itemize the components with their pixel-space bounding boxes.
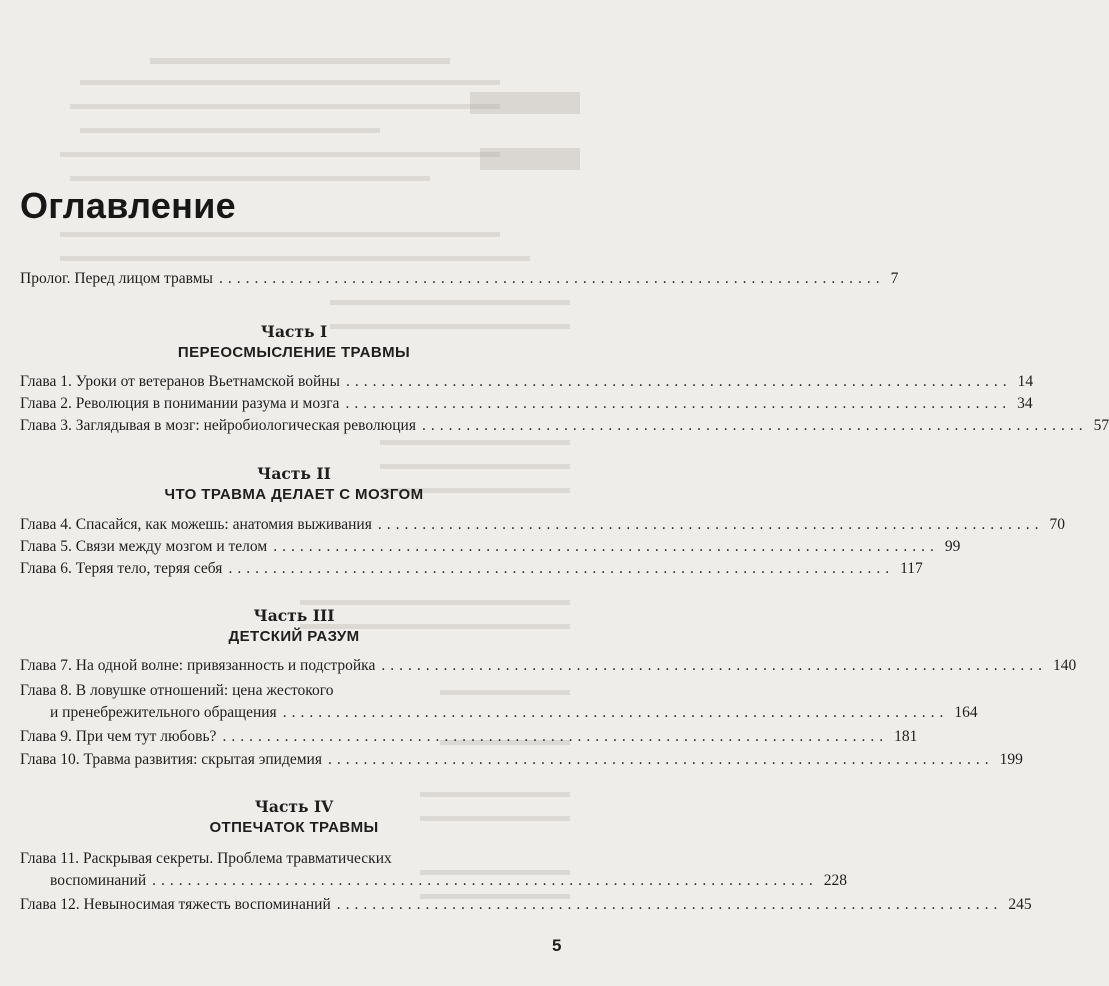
leader-dots: ...........................................................................: [377, 516, 1044, 533]
toc-entry-page: 117: [900, 560, 923, 577]
leader-dots: ...........................................................................: [345, 395, 1012, 412]
leader-dots: ...........................................................................: [345, 373, 1012, 390]
leader-dots: ...........................................................................: [218, 270, 885, 287]
toc-entry-label: Глава 4. Спасайся, как можешь: анатомия выживания: [20, 516, 372, 533]
toc-entry-label: Глава 12. Невыносимая тяжесть воспоминаний: [20, 896, 331, 913]
part-2-title: ЧТО ТРАВМА ДЕЛАЕТ С МОЗГОМ: [164, 486, 424, 503]
part-1-title: ПЕРЕОСМЫСЛЕНИЕ ТРАВМЫ: [177, 344, 411, 361]
toc-entry-label-line-1: Глава 11. Раскрывая секреты. Проблема травматических: [20, 850, 392, 867]
toc-entry-label: Глава 3. Заглядывая в мозг: нейробиологическая революция: [20, 417, 416, 434]
toc-entry-label: Глава 6. Теряя тело, теряя себя: [20, 560, 223, 577]
toc-entry-label-line-2: воспоминаний: [50, 872, 147, 889]
toc-entry-chapter-1: [20, 371, 1034, 393]
toc-entry-chapter-4: [20, 514, 1065, 536]
toc-entry-label-line-2: и пренебрежительного обращения: [50, 704, 277, 721]
part-1-number: Часть I: [260, 322, 328, 341]
toc-entry-chapter-9: [20, 726, 918, 748]
part-4-title: ОТПЕЧАТОК ТРАВМЫ: [209, 819, 379, 836]
toc-entry-chapter-5: [20, 536, 961, 558]
toc-entry-chapter-3: [20, 415, 1109, 437]
leader-dots: ...........................................................................: [228, 560, 895, 577]
toc-entry-chapter-7: [20, 655, 1077, 677]
leader-dots: ...........................................................................: [273, 538, 939, 555]
toc-entry-page: 164: [954, 704, 978, 721]
leader-dots: ...........................................................................: [336, 896, 1003, 913]
part-4-number: Часть IV: [254, 797, 334, 816]
toc-entry-page: 199: [999, 751, 1023, 768]
toc-entry-chapter-12: [20, 894, 1032, 916]
toc-entry-prologue: [20, 268, 899, 290]
part-3-title: ДЕТСКИЙ РАЗУМ: [228, 628, 360, 645]
toc-entry-page: 181: [894, 728, 918, 745]
toc-entry-label: Глава 2. Революция в понимании разума и мозга: [20, 395, 340, 412]
toc-entry-chapter-2: [20, 393, 1033, 415]
toc-entry-chapter-6: [20, 558, 923, 580]
toc-entry-page: 245: [1008, 896, 1032, 913]
toc-entry-chapter-11: [20, 848, 848, 892]
toc-entry-label: Глава 9. При чем тут любовь?: [20, 728, 217, 745]
toc-entry-page: 34: [1017, 395, 1033, 412]
part-2-number: Часть II: [257, 464, 331, 483]
toc-entry-chapter-8: [20, 680, 978, 724]
leader-dots: ...........................................................................: [421, 417, 1088, 434]
toc-entry-chapter-10: [20, 749, 1023, 771]
leader-dots: ...........................................................................: [152, 872, 818, 889]
toc-entry-page: 70: [1049, 516, 1065, 533]
toc-entry-label: Глава 1. Уроки от ветеранов Вьетнамской войны: [20, 373, 340, 390]
toc-entry-page: 7: [890, 270, 899, 287]
toc-entry-label-line-1: Глава 8. В ловушке отношений: цена жестокого: [20, 682, 334, 699]
toc-entry-label: Глава 5. Связи между мозгом и телом: [20, 538, 268, 555]
toc-entry-page: 14: [1017, 373, 1034, 390]
toc-entry-label: Пролог. Перед лицом травмы: [20, 270, 213, 287]
toc-entry-page: 57: [1093, 417, 1109, 434]
leader-dots: ...........................................................................: [282, 704, 949, 721]
toc-entry-page: 140: [1052, 657, 1077, 674]
toc-entry-label: Глава 7. На одной волне: привязанность и подстройка: [20, 657, 376, 674]
toc-entry-page: 228: [823, 872, 848, 889]
page-number: 5: [552, 936, 562, 955]
leader-dots: ...........................................................................: [381, 657, 1047, 674]
toc-entry-page: 99: [944, 538, 961, 555]
leader-dots: ...........................................................................: [327, 751, 994, 768]
toc-entry-label: Глава 10. Травма развития: скрытая эпидемия: [20, 751, 322, 768]
part-3-number: Часть III: [253, 606, 335, 625]
leader-dots: ...........................................................................: [222, 728, 889, 745]
page-title: Оглавление: [20, 185, 236, 226]
